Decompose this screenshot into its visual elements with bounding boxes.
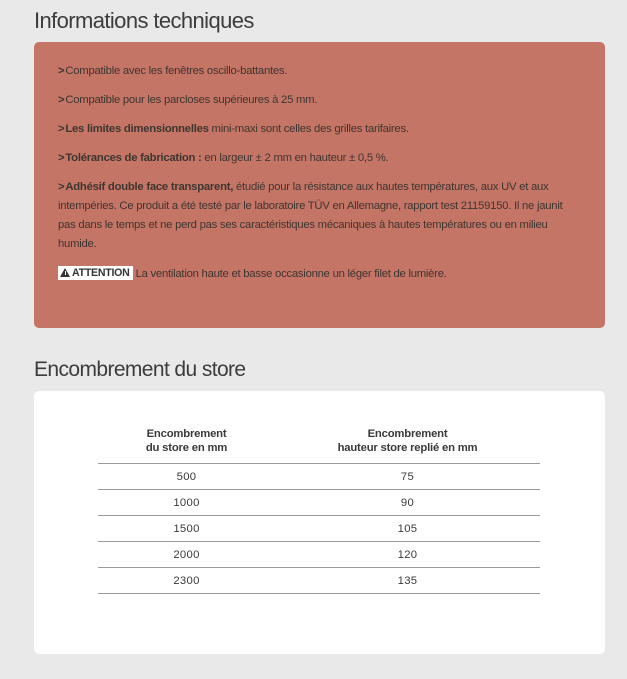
chevron-right-icon: > [58,94,65,106]
info-item [58,178,581,254]
attention-text: La ventilation haute et basse occasionne un léger filet de lumière. [135,268,447,281]
table-header-row [98,427,540,464]
table-row [98,568,540,594]
header-line: du store en mm [145,442,228,454]
chevron-right-icon: > [58,123,65,135]
encombrement-card [34,391,605,654]
table-row [98,464,540,490]
cell-folded-height: 120 [275,542,540,568]
chevron-right-icon: > [58,181,65,193]
info-item [58,120,581,138]
attention-badge [58,266,133,280]
encombrement-table [98,427,540,594]
column-header-store-size [98,427,275,464]
info-item [58,149,581,167]
info-item-bold: Tolérances de fabrication : [65,152,202,164]
warning-triangle-icon [60,268,70,277]
table-row [98,516,540,542]
info-item-text: en largeur ± 2 mm en hauteur ± 0,5 %. [201,152,389,164]
cell-store-size: 500 [98,464,275,490]
info-item-bold: Les limites dimensionnelles [65,123,209,135]
column-header-folded-height [275,427,540,464]
section-title-encombrement: Encombrement du store [34,358,246,381]
cell-store-size: 1500 [98,516,275,542]
table-row [98,490,540,516]
chevron-right-icon: > [58,65,65,77]
info-item-text: Compatible pour les parcloses supérieures à 25 mm. [65,94,318,106]
cell-folded-height: 135 [275,568,540,594]
cell-folded-height: 75 [275,464,540,490]
cell-store-size: 1000 [98,490,275,516]
info-item [58,62,581,80]
header-line: Encombrement [367,428,448,440]
section-title-technical-info: Informations techniques [34,8,254,33]
chevron-right-icon: > [58,152,65,164]
cell-folded-height: 105 [275,516,540,542]
cell-folded-height: 90 [275,490,540,516]
attention-notice [58,265,581,283]
header-line: Encombrement [146,428,227,440]
cell-store-size: 2300 [98,568,275,594]
info-item-text: Compatible avec les fenêtres oscillo-battantes. [65,65,288,77]
info-item-text: mini-maxi sont celles des grilles tarifaires. [208,123,409,135]
table-row [98,542,540,568]
info-item [58,91,581,109]
attention-label: ATTENTION [72,267,130,280]
header-line: hauteur store replié en mm [337,442,478,454]
technical-info-box [34,42,605,328]
info-item-text: étudié pour la résistance aux hautes températures, aux UV et aux intempéries. Ce produit a été testé par le laboratoire TÜV en Allemagne, rapport test 21159150. Il ne jaunit pas dans le temps et ne perd pas ses caractéristiques mécaniques à hautes températures ou en milieu humide. [58,181,563,250]
cell-store-size: 2000 [98,542,275,568]
info-item-bold: Adhésif double face transparent, [65,181,234,193]
